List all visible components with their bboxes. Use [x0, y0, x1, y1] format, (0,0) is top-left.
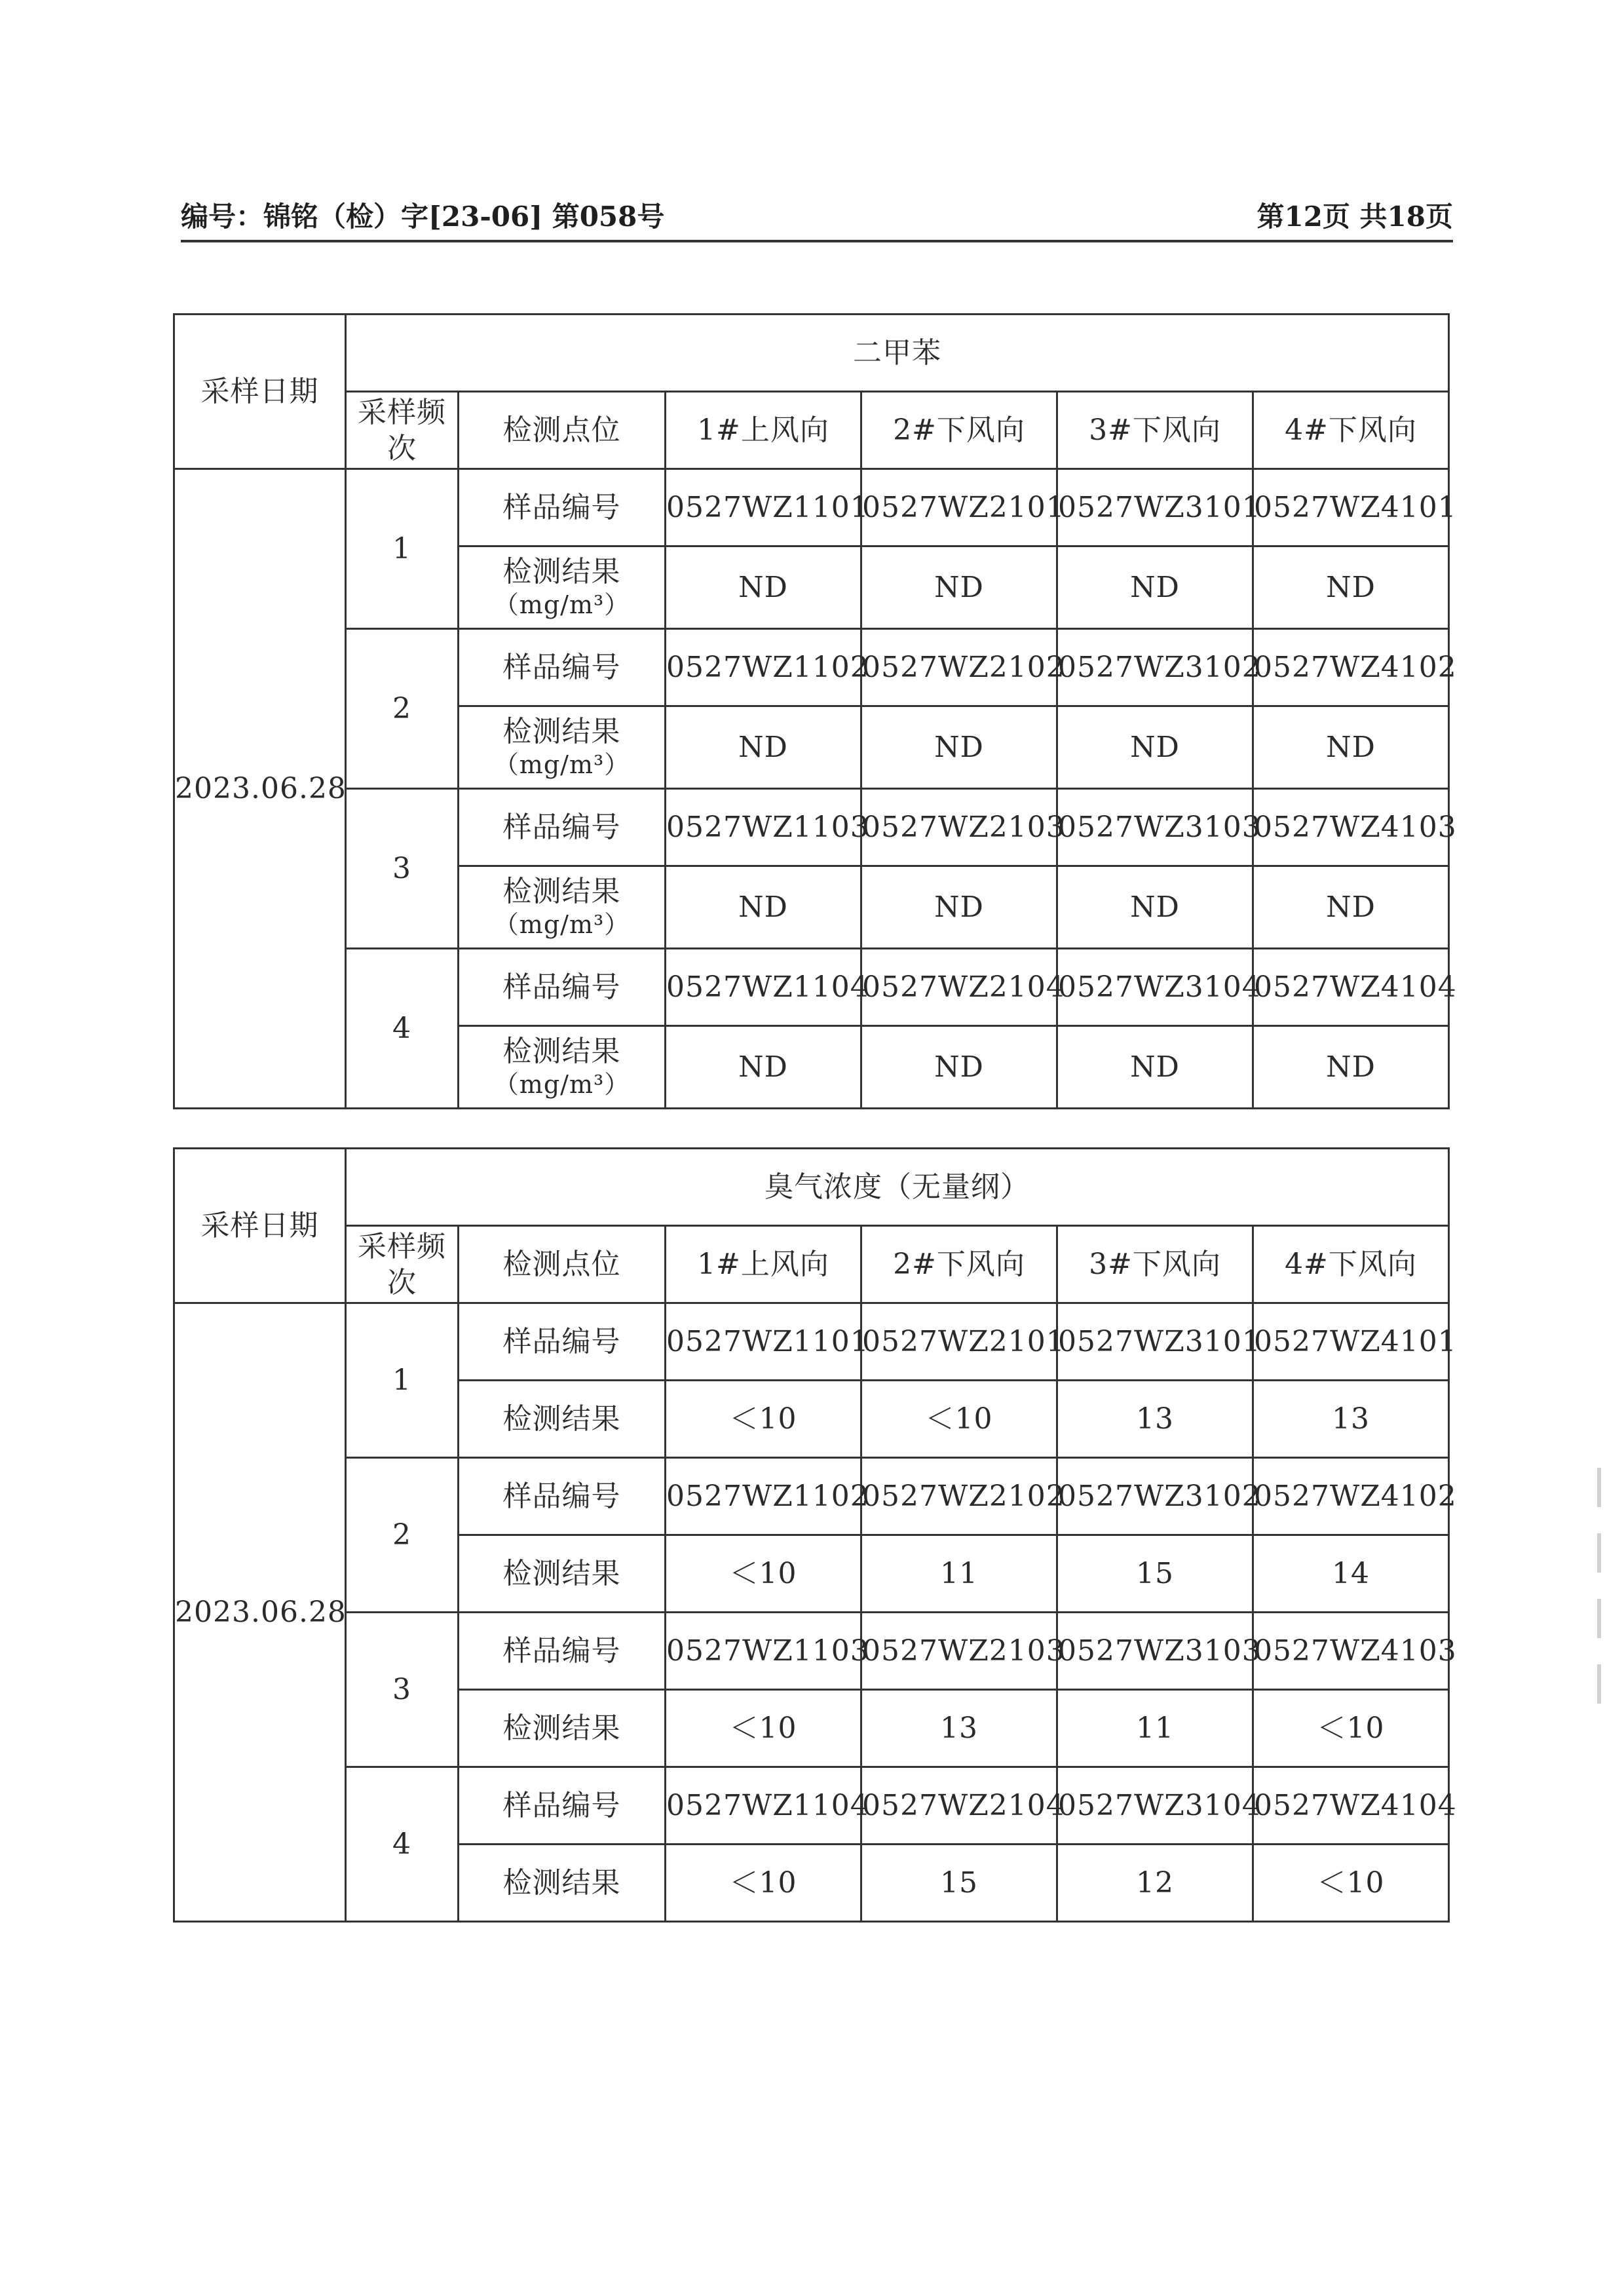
result-label-text: 检测结果: [502, 875, 621, 909]
result-value: 15: [1057, 1535, 1253, 1613]
frequency-cell: 4: [346, 949, 459, 1109]
edge-mark: [1597, 1664, 1621, 1704]
sample-id-label: 样品编号: [459, 1303, 666, 1381]
sample-id: 0527WZ1102: [666, 1458, 861, 1535]
result-value: ND: [666, 1026, 861, 1109]
page-header: [181, 194, 1453, 242]
table-title: 二甲苯: [346, 315, 1449, 392]
sample-id: 0527WZ4101: [1253, 1303, 1449, 1381]
result-label: [459, 1026, 666, 1109]
sample-id: 0527WZ1102: [666, 629, 861, 706]
frequency-cell: 2: [346, 1458, 459, 1613]
sample-id: 0527WZ3104: [1057, 1767, 1253, 1845]
sample-id: 0527WZ2101: [861, 469, 1057, 546]
point-2-header: 2#下风向: [861, 1226, 1057, 1303]
date-header: 采样日期: [174, 315, 346, 469]
xylene-results-table: [173, 313, 1457, 1109]
sample-id: 0527WZ4103: [1253, 1613, 1449, 1690]
sample-id: 0527WZ2102: [861, 629, 1057, 706]
result-value: ＜10: [861, 1381, 1057, 1458]
point-header: 检测点位: [459, 392, 666, 469]
result-value: ＜10: [1253, 1690, 1449, 1767]
odor-concentration-table: [173, 1147, 1457, 1923]
sample-id: 0527WZ3101: [1057, 1303, 1253, 1381]
point-header: 检测点位: [459, 1226, 666, 1303]
sample-id: 0527WZ3102: [1057, 629, 1253, 706]
result-label-text: 检测结果: [502, 1035, 621, 1069]
sample-id: 0527WZ4103: [1253, 789, 1449, 866]
sample-id: 0527WZ3104: [1057, 949, 1253, 1026]
result-value: ND: [666, 706, 861, 789]
sample-id-label: 样品编号: [459, 469, 666, 546]
result-value: ＜10: [666, 1535, 861, 1613]
result-value: 14: [1253, 1535, 1449, 1613]
sample-id: 0527WZ1101: [666, 469, 861, 546]
result-label: 检测结果: [459, 1845, 666, 1922]
result-value: 11: [1057, 1690, 1253, 1767]
result-value: ND: [666, 866, 861, 949]
result-unit: （mg/m³）: [493, 750, 630, 780]
result-label: 检测结果: [459, 1381, 666, 1458]
result-label: 检测结果: [459, 1535, 666, 1613]
result-value: ND: [1253, 546, 1449, 629]
result-value: 13: [1057, 1381, 1253, 1458]
result-value: ND: [1253, 706, 1449, 789]
result-label: [459, 546, 666, 629]
table-title: 臭气浓度（无量纲）: [346, 1149, 1449, 1226]
result-value: ＜10: [666, 1845, 861, 1922]
report-number: 编号：锦铭（检）字[23-06] 第058号: [181, 201, 665, 233]
sample-id-label: 样品编号: [459, 1458, 666, 1535]
point-3-header: 3#下风向: [1057, 392, 1253, 469]
sample-id: 0527WZ1103: [666, 789, 861, 866]
point-1-header: 1#上风向: [666, 392, 861, 469]
frequency-cell: 1: [346, 469, 459, 629]
result-value: ND: [1253, 866, 1449, 949]
sample-id-label: 样品编号: [459, 789, 666, 866]
sample-id: 0527WZ2104: [861, 1767, 1057, 1845]
point-2-header: 2#下风向: [861, 392, 1057, 469]
result-value: ND: [1057, 866, 1253, 949]
frequency-cell: 1: [346, 1303, 459, 1458]
result-value: ND: [666, 546, 861, 629]
sample-id: 0527WZ2104: [861, 949, 1057, 1026]
result-value: ＜10: [666, 1381, 861, 1458]
sample-id: 0527WZ3101: [1057, 469, 1253, 546]
result-value: ND: [861, 706, 1057, 789]
result-value: ＜10: [666, 1690, 861, 1767]
sample-id: 0527WZ1101: [666, 1303, 861, 1381]
point-1-header: 1#上风向: [666, 1226, 861, 1303]
sample-id-label: 样品编号: [459, 1767, 666, 1845]
result-value: 11: [861, 1535, 1057, 1613]
result-value: ND: [1057, 546, 1253, 629]
point-4-header: 4#下风向: [1253, 1226, 1449, 1303]
sample-id: 0527WZ4102: [1253, 629, 1449, 706]
sample-id: 0527WZ2102: [861, 1458, 1057, 1535]
result-value: ND: [1057, 1026, 1253, 1109]
binding-edge-marks: [1592, 1442, 1624, 1782]
result-unit: （mg/m³）: [493, 910, 630, 940]
frequency-header: 采样频次: [346, 392, 459, 469]
sample-id: 0527WZ4102: [1253, 1458, 1449, 1535]
result-value: ND: [861, 546, 1057, 629]
edge-mark: [1597, 1533, 1621, 1573]
sampling-date: 2023.06.28: [174, 469, 346, 1109]
result-value: ND: [1057, 706, 1253, 789]
sample-id-label: 样品编号: [459, 1613, 666, 1690]
sampling-date: 2023.06.28: [174, 1303, 346, 1922]
result-label-text: 检测结果: [502, 555, 621, 589]
edge-mark: [1597, 1468, 1621, 1507]
result-value: ＜10: [1253, 1845, 1449, 1922]
result-label: [459, 866, 666, 949]
sample-id: 0527WZ3103: [1057, 1613, 1253, 1690]
point-4-header: 4#下风向: [1253, 392, 1449, 469]
result-value: 12: [1057, 1845, 1253, 1922]
result-unit: （mg/m³）: [493, 590, 630, 620]
page-number: 第12页 共18页: [1256, 201, 1453, 233]
result-unit: （mg/m³）: [493, 1070, 630, 1100]
result-label: [459, 706, 666, 789]
sample-id-label: 样品编号: [459, 629, 666, 706]
sample-id: 0527WZ4104: [1253, 1767, 1449, 1845]
sample-id: 0527WZ1104: [666, 949, 861, 1026]
result-value: ND: [861, 866, 1057, 949]
sample-id: 0527WZ1103: [666, 1613, 861, 1690]
sample-id: 0527WZ4101: [1253, 469, 1449, 546]
sample-id: 0527WZ3102: [1057, 1458, 1253, 1535]
sample-id: 0527WZ3103: [1057, 789, 1253, 866]
frequency-cell: 2: [346, 629, 459, 789]
result-value: 13: [1253, 1381, 1449, 1458]
sample-id: 0527WZ1104: [666, 1767, 861, 1845]
edge-mark: [1597, 1599, 1621, 1638]
frequency-cell: 3: [346, 1613, 459, 1767]
result-value: 15: [861, 1845, 1057, 1922]
result-value: ND: [861, 1026, 1057, 1109]
result-label-text: 检测结果: [502, 715, 621, 749]
date-header: 采样日期: [174, 1149, 346, 1303]
result-value: ND: [1253, 1026, 1449, 1109]
sample-id: 0527WZ2103: [861, 789, 1057, 866]
point-3-header: 3#下风向: [1057, 1226, 1253, 1303]
frequency-cell: 4: [346, 1767, 459, 1922]
frequency-cell: 3: [346, 789, 459, 949]
result-label: 检测结果: [459, 1690, 666, 1767]
sample-id: 0527WZ2103: [861, 1613, 1057, 1690]
frequency-header: 采样频次: [346, 1226, 459, 1303]
sample-id: 0527WZ4104: [1253, 949, 1449, 1026]
result-value: 13: [861, 1690, 1057, 1767]
sample-id: 0527WZ2101: [861, 1303, 1057, 1381]
sample-id-label: 样品编号: [459, 949, 666, 1026]
